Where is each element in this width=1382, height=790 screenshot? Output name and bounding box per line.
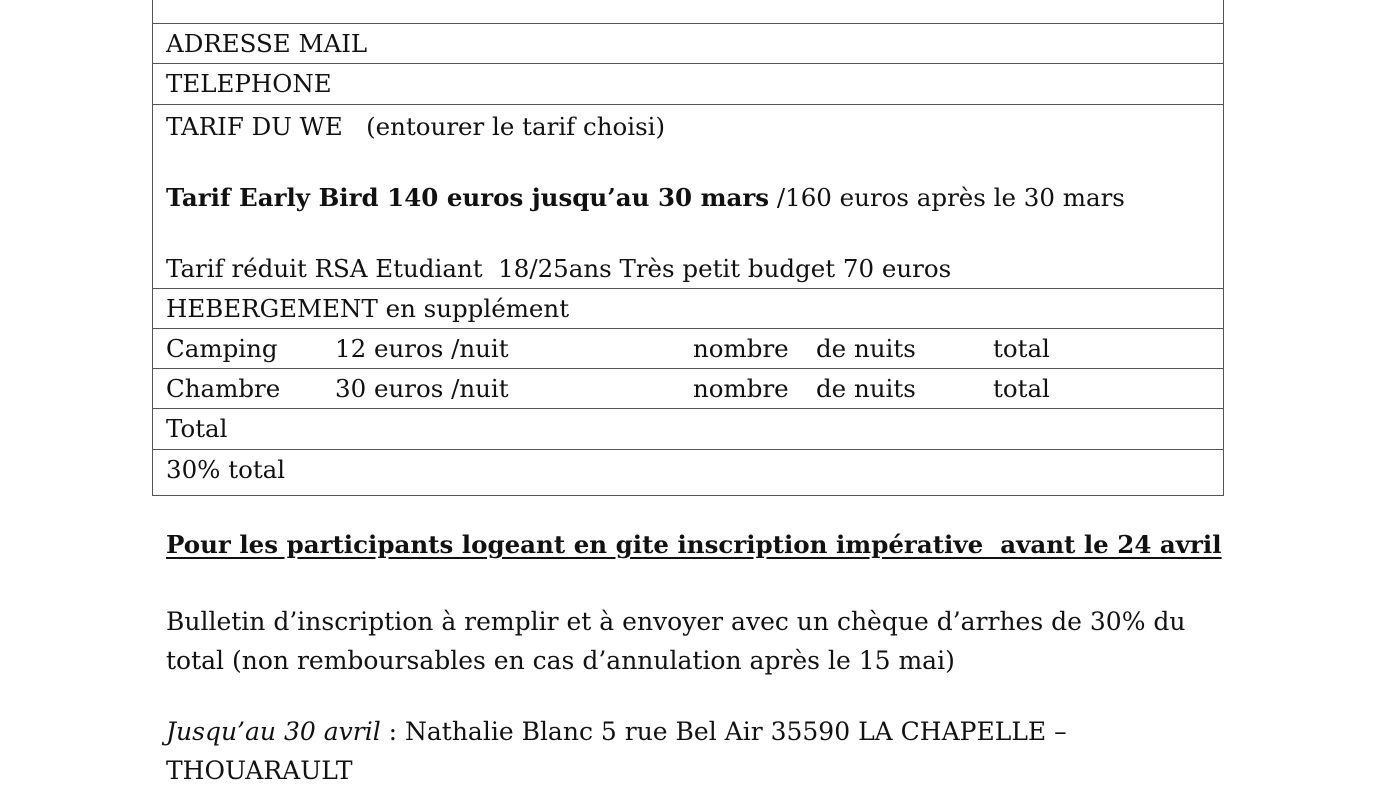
form-row-tarif [153, 104, 1223, 288]
camping-total: total [993, 333, 1050, 363]
percent-total-label: 30% total [166, 454, 286, 484]
phone-label: TELEPHONE [166, 69, 332, 99]
chambre-total: total [993, 374, 1050, 404]
tarif-heading: TARIF DU WE (entourer le tarif choisi) [166, 111, 666, 141]
form-row-chambre [153, 368, 1223, 408]
hebergement-label: HEBERGEMENT en supplément [166, 293, 570, 323]
camping-price: 12 euros /nuit [335, 333, 509, 363]
chambre-nuits: de nuits [816, 374, 916, 404]
form-row-camping [153, 328, 1223, 368]
form-row-total [153, 408, 1223, 448]
total-label: Total [166, 414, 228, 444]
address-date-prefix: Jusqu’au 30 avril [166, 717, 381, 746]
email-label: ADRESSE MAIL [166, 29, 368, 58]
camping-nombre: nombre [693, 333, 789, 363]
address-text: : Nathalie Blanc 5 rue Bel Air 35590 LA CHAPELLE – THOUARAULT [166, 717, 1067, 785]
chambre-price: 30 euros /nuit [335, 374, 509, 404]
gite-deadline-notice: Pour les participants logeant en gite inscription impérative avant le 24 avril [166, 530, 1222, 559]
camping-nuits: de nuits [816, 333, 916, 363]
tarif-early-bird-after: /160 euros après le 30 mars [769, 182, 1125, 212]
registration-form-table [152, 0, 1224, 496]
chambre-label: Chambre [166, 374, 281, 404]
tarif-reduced: Tarif réduit RSA Etudiant 18/25ans Très petit budget 70 euros [166, 253, 952, 283]
bulletin-instructions: Bulletin d’inscription à remplir et à envoyer avec un chèque d’arrhes de 30% du total (non remboursables en cas d’annulation après le 15 mai) [166, 607, 1186, 675]
tarif-early-bird-bold: Tarif Early Bird 140 euros jusqu’au 30 mars [166, 182, 770, 212]
form-row-hebergement [153, 288, 1223, 328]
form-row-phone [153, 63, 1223, 103]
form-row-percent-total [153, 449, 1223, 495]
form-row-email [153, 23, 1223, 63]
camping-label: Camping [166, 333, 278, 363]
mailing-address [166, 712, 1226, 790]
form-row-top [153, 0, 1223, 23]
tarif-early-bird [166, 180, 1210, 216]
chambre-nombre: nombre [693, 374, 789, 404]
